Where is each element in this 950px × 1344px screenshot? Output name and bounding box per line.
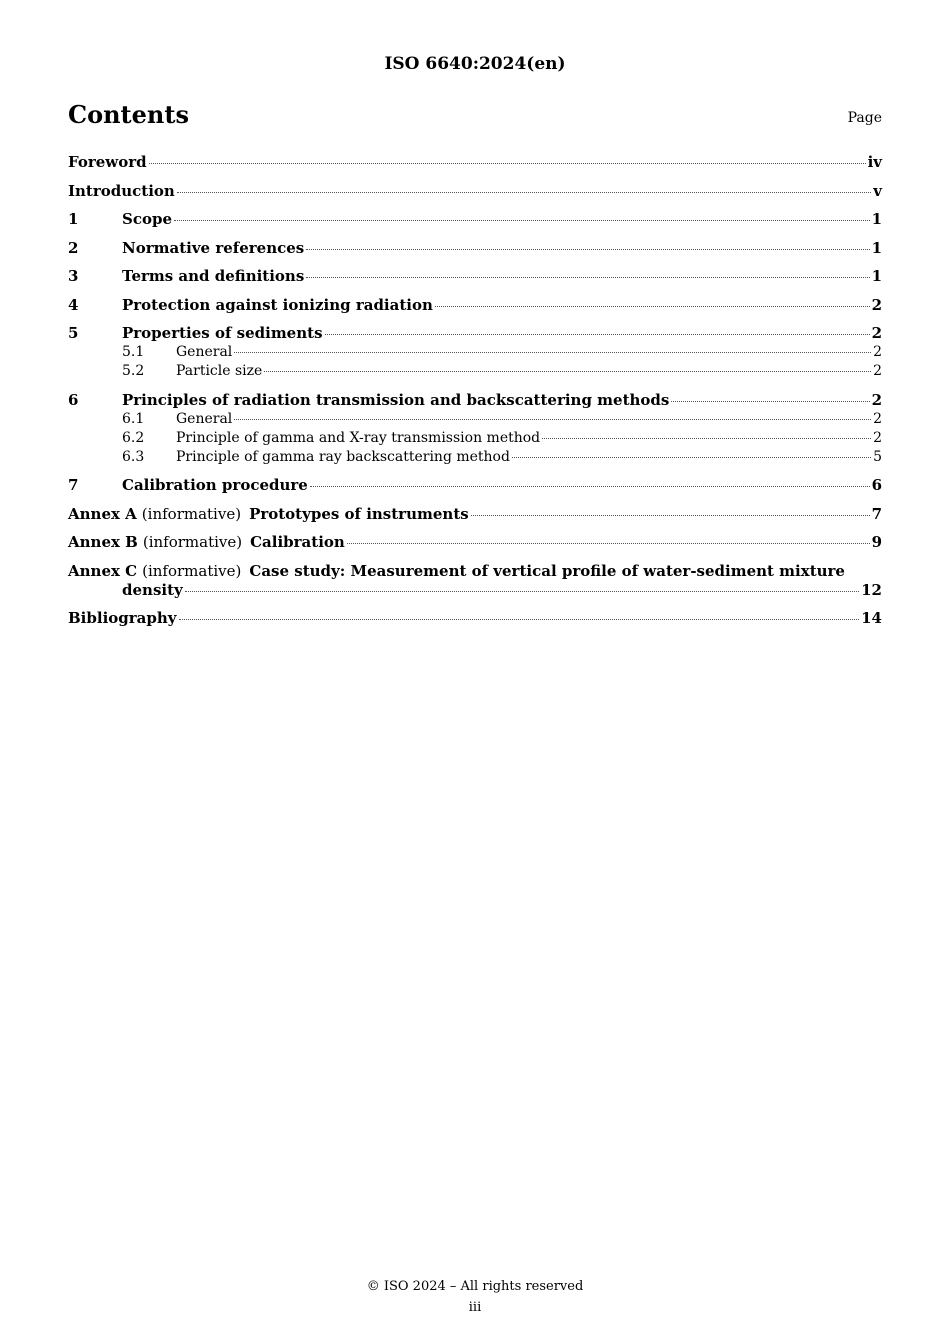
toc-entry-section-4[interactable] bbox=[68, 296, 882, 315]
toc-entry-title: Bibliography bbox=[68, 609, 177, 627]
toc-entry-page: 2 bbox=[873, 363, 882, 379]
toc-entry-title: Protection against ionizing radiation bbox=[122, 295, 433, 314]
toc-entry-section-5[interactable] bbox=[68, 324, 882, 343]
toc-entry-section-7[interactable] bbox=[68, 476, 882, 495]
toc-entry-number: 5.1 bbox=[122, 344, 145, 360]
toc-entry-title: Particle size bbox=[176, 363, 263, 379]
dot-leader bbox=[174, 220, 870, 221]
page-footer bbox=[0, 1276, 950, 1318]
annex-label: Annex A bbox=[68, 504, 137, 523]
toc-entry-number: 6.1 bbox=[122, 410, 145, 427]
toc-entry-page: 6 bbox=[871, 476, 882, 494]
toc-entry-number: 4 bbox=[68, 295, 79, 314]
toc-entry-title: Scope bbox=[122, 210, 173, 228]
toc-entry-section-6-2[interactable] bbox=[68, 429, 882, 448]
toc-entry-title: Principles of radiation transmission and backscattering methods bbox=[122, 390, 670, 409]
toc-entry-title: Principle of gamma and X-ray transmission method bbox=[176, 429, 541, 446]
toc-entry-section-2[interactable] bbox=[68, 239, 882, 258]
toc-entry-page: 1 bbox=[871, 267, 882, 285]
toc-entry-title: Introduction bbox=[68, 181, 175, 200]
toc-entry-section-3[interactable] bbox=[68, 267, 882, 286]
toc-entry-number: 5.2 bbox=[122, 363, 145, 379]
dot-leader bbox=[310, 486, 870, 487]
toc-entry-page: 7 bbox=[871, 504, 882, 523]
toc-entry-page: 2 bbox=[873, 429, 882, 446]
toc-entry-page: 2 bbox=[873, 344, 882, 360]
toc-entry-title: Case study: Measurement of vertical profile of water-sediment mixture bbox=[249, 561, 845, 580]
document-id-header: ISO 6640:2024(en) bbox=[384, 54, 566, 74]
annex-label: Annex C bbox=[68, 561, 138, 580]
toc-entry-number: 6.2 bbox=[122, 429, 145, 446]
toc-entry-section-5-1[interactable] bbox=[68, 343, 882, 362]
toc-entry-section-6[interactable] bbox=[68, 391, 882, 410]
toc-entry-annex-c[interactable] bbox=[68, 562, 882, 600]
toc-entry-title: Foreword bbox=[68, 153, 147, 171]
dot-leader bbox=[435, 306, 870, 307]
toc-entry-title: General bbox=[176, 410, 233, 427]
toc-entry-page: 5 bbox=[873, 448, 882, 465]
dot-leader bbox=[306, 277, 869, 278]
toc-entry-title: Calibration bbox=[250, 533, 345, 551]
dot-leader bbox=[347, 543, 870, 544]
toc-entry-page: 1 bbox=[871, 238, 882, 257]
toc-entry-title: Principle of gamma ray backscattering method bbox=[176, 448, 510, 465]
annex-status: (informative) bbox=[142, 533, 243, 551]
dot-leader bbox=[671, 401, 869, 402]
toc-entry-title: Terms and definitions bbox=[122, 267, 305, 285]
toc-entry-page: 2 bbox=[873, 410, 882, 427]
page-number: iii bbox=[468, 1300, 482, 1315]
dot-leader bbox=[306, 249, 869, 250]
toc-entry-number: 5 bbox=[68, 324, 79, 342]
toc-entry-title: Prototypes of instruments bbox=[249, 504, 469, 523]
toc-entry-title: Calibration procedure bbox=[122, 476, 308, 494]
toc-entry-page: v bbox=[873, 181, 882, 200]
toc-entry-title: General bbox=[176, 344, 233, 360]
dot-leader bbox=[325, 334, 870, 335]
annex-c-continuation-line bbox=[68, 581, 882, 600]
annex-c-first-line bbox=[68, 562, 882, 581]
toc-entry-page: 2 bbox=[871, 390, 882, 409]
dot-leader bbox=[179, 619, 860, 620]
toc-entry-page: 12 bbox=[861, 580, 882, 599]
annex-status: (informative) bbox=[142, 561, 242, 580]
toc-entry-section-5-2[interactable] bbox=[68, 362, 882, 381]
toc-entry-number: 6.3 bbox=[122, 448, 145, 465]
toc-entry-number: 3 bbox=[68, 267, 79, 285]
contents-heading: Contents bbox=[68, 100, 189, 129]
toc-entry-introduction[interactable] bbox=[68, 182, 882, 201]
toc-entry-number: 6 bbox=[68, 390, 79, 409]
dot-leader bbox=[264, 371, 871, 372]
dot-leader bbox=[542, 438, 871, 439]
toc-entry-foreword[interactable] bbox=[68, 153, 882, 172]
toc-entry-title: Normative references bbox=[122, 238, 305, 257]
annex-label: Annex B bbox=[68, 533, 138, 551]
dot-leader bbox=[234, 352, 871, 353]
toc-entry-annex-a[interactable] bbox=[68, 505, 882, 524]
toc-entry-page: 1 bbox=[871, 210, 882, 228]
toc-entry-section-1[interactable] bbox=[68, 210, 882, 229]
toc-entry-number: 7 bbox=[68, 476, 79, 494]
toc-entry-page: 2 bbox=[871, 324, 882, 342]
toc-entry-section-6-1[interactable] bbox=[68, 410, 882, 429]
toc-entry-number: 1 bbox=[68, 210, 79, 228]
copyright-notice: © ISO 2024 – All rights reserved bbox=[366, 1279, 584, 1294]
toc-entry-bibliography[interactable] bbox=[68, 609, 882, 628]
page-column-label: Page bbox=[847, 110, 882, 126]
dot-leader bbox=[471, 515, 870, 516]
dot-leader bbox=[234, 419, 871, 420]
toc-entry-annex-b[interactable] bbox=[68, 533, 882, 552]
dot-leader bbox=[512, 457, 871, 458]
toc-entry-section-6-3[interactable] bbox=[68, 448, 882, 467]
annex-status: (informative) bbox=[141, 504, 242, 523]
toc-entry-page: iv bbox=[867, 153, 882, 171]
toc-entry-page: 14 bbox=[861, 609, 882, 627]
table-of-contents bbox=[68, 153, 882, 628]
toc-entry-page: 9 bbox=[871, 533, 882, 551]
toc-entry-number: 2 bbox=[68, 238, 79, 257]
dot-leader bbox=[185, 591, 859, 592]
dot-leader bbox=[177, 192, 871, 193]
toc-entry-page: 2 bbox=[871, 295, 882, 314]
toc-entry-title-continued: density bbox=[122, 580, 183, 599]
dot-leader bbox=[149, 163, 866, 164]
toc-entry-title: Properties of sediments bbox=[122, 324, 323, 342]
